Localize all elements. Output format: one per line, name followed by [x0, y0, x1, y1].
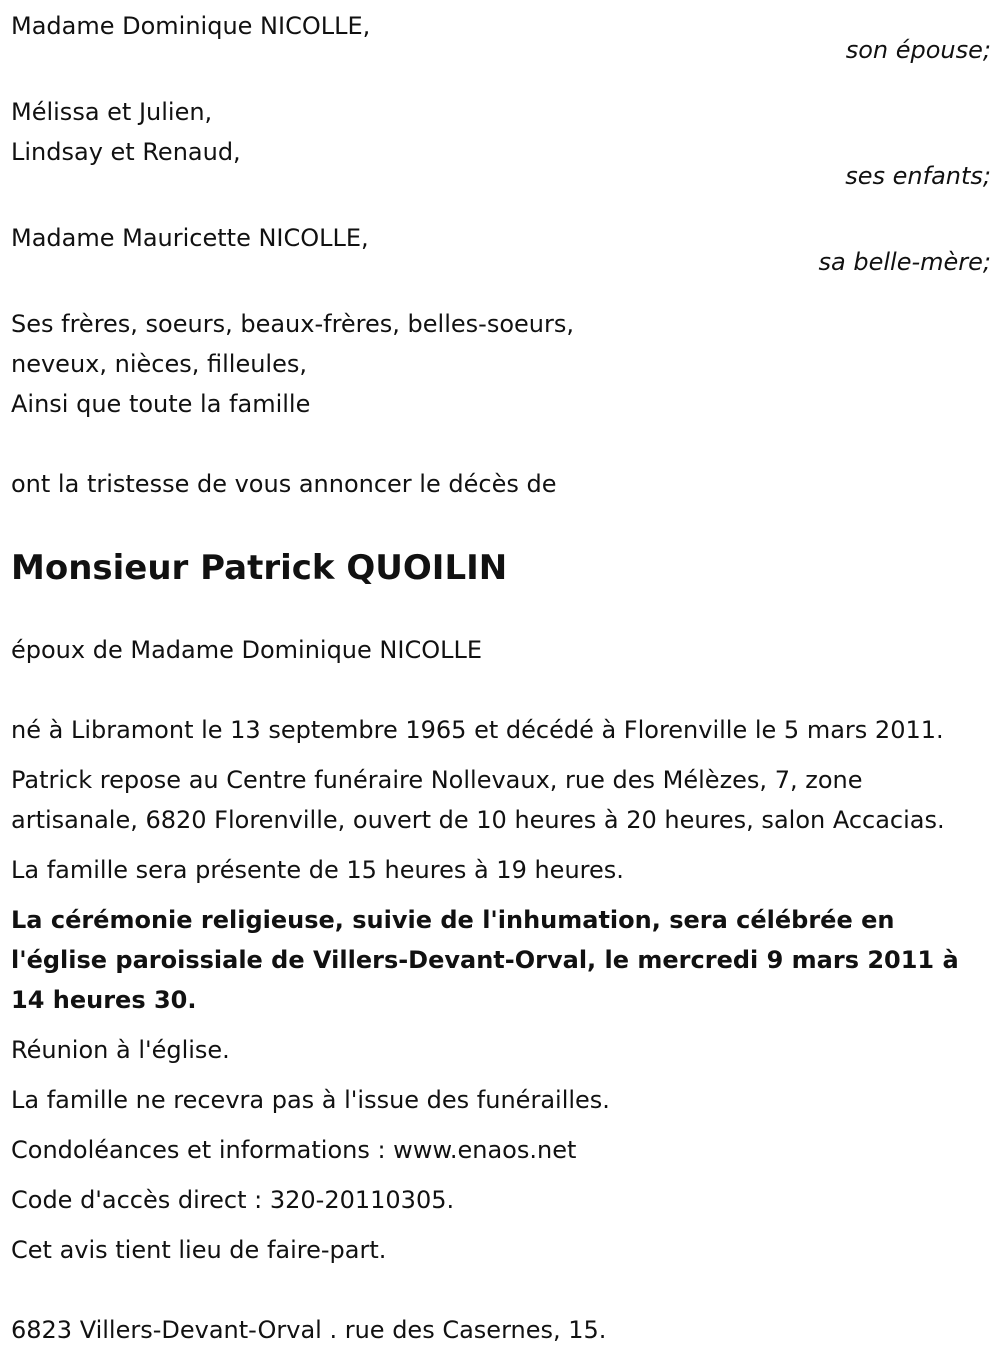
repose-text: Patrick repose au Centre funéraire Nollevaux, rue des Mélèzes, 7, zone artisanale, 6820 Florenville, ouvert de 10 heures à 20 heures, salon Accacias.	[11, 766, 945, 834]
mother-in-law-role: sa belle-mère;	[818, 248, 991, 276]
notice-text: Cet avis tient lieu de faire-part.	[11, 1236, 387, 1264]
relatives-line-1: Ses frères, soeurs, beaux-frères, belles-soeurs,	[11, 310, 574, 338]
birth-death-text: né à Libramont le 13 septembre 1965 et décédé à Florenville le 5 mars 2011.	[11, 716, 944, 744]
access-code-text: Code d'accès direct : 320-20110305.	[11, 1186, 455, 1214]
mother-in-law-name: Madame Mauricette NICOLLE,	[11, 224, 369, 252]
family-presence-text: La famille sera présente de 15 heures à 19 heures.	[11, 856, 624, 884]
no-reception-text: La famille ne recevra pas à l'issue des funérailles.	[11, 1086, 610, 1114]
family-mother-in-law-block	[11, 218, 991, 282]
address-text: 6823 Villers-Devant-Orval . rue des Casernes, 15.	[11, 1316, 607, 1344]
condolences-text: Condoléances et informations : www.enaos.net	[11, 1136, 577, 1164]
family-spouse-block	[11, 6, 991, 70]
family-children-block	[11, 92, 991, 196]
spouse-name: Madame Dominique NICOLLE,	[11, 12, 371, 40]
deceased-name: Monsieur Patrick QUOILIN	[11, 548, 508, 588]
children-line-2: Lindsay et Renaud,	[11, 138, 241, 166]
ceremony-text: La cérémonie religieuse, suivie de l'inhumation, sera célébrée en l'église paroissiale de Villers-Devant-Orval, le mercredi 9 mars 2011 à 14 heures 30.	[11, 906, 959, 1014]
relatives-line-3: Ainsi que toute la famille	[11, 390, 311, 418]
relatives-line-2: neveux, nièces, filleules,	[11, 350, 307, 378]
announcement-text: ont la tristesse de vous annoncer le décès de	[11, 470, 557, 498]
children-role: ses enfants;	[845, 162, 991, 190]
spouse-role: son épouse;	[845, 36, 991, 64]
spouse-of-text: époux de Madame Dominique NICOLLE	[11, 636, 482, 664]
obituary-notice	[11, 6, 991, 1350]
children-line-1: Mélissa et Julien,	[11, 98, 213, 126]
meeting-text: Réunion à l'église.	[11, 1036, 230, 1064]
family-relatives-block	[11, 304, 991, 424]
